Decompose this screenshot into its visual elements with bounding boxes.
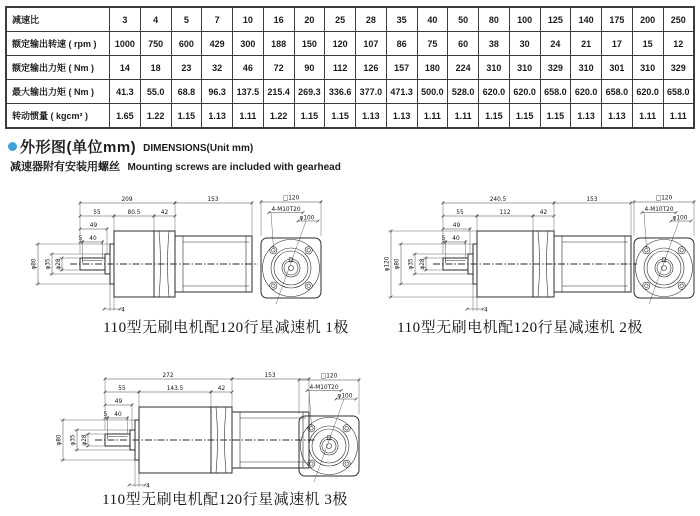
spec-cell: 86 (386, 32, 417, 56)
spec-cell: 68.8 (171, 80, 202, 104)
drawing1-outline (70, 231, 258, 297)
dim-shaft-length: 49 (452, 223, 461, 229)
dim-pilot-dia: φ80 (394, 258, 401, 270)
spec-cell: 75 (417, 32, 448, 56)
spec-cell: 1.11 (417, 104, 448, 129)
drawing2-side-view (383, 192, 639, 324)
flange3-outline (299, 416, 359, 476)
dim-front: 55 (456, 210, 464, 216)
spec-cell: 1.13 (356, 104, 387, 129)
flange-square-dim: □120 (282, 195, 300, 202)
spec-table-row (6, 7, 694, 32)
spec-cell: 500.0 (417, 80, 448, 104)
spec-cell: 7 (202, 7, 233, 32)
spec-cell: 137.5 (233, 80, 264, 104)
spec-cell: 40 (417, 7, 448, 32)
dim-key-length: 40 (114, 412, 122, 418)
spec-cell: 157 (386, 56, 417, 80)
flange-bolt-circle-label: φ100 (672, 215, 688, 222)
spec-cell: 126 (356, 56, 387, 80)
drawing3-dim-labels (57, 373, 276, 490)
spec-cell: 528.0 (448, 80, 479, 104)
spec-cell: 60 (448, 32, 479, 56)
flange-bolt-circle-label: φ100 (337, 393, 353, 400)
dim-shaft-length: 49 (114, 399, 123, 405)
spec-cell: 107 (356, 32, 387, 56)
dim-body: 143.5 (166, 386, 184, 392)
dim-shaft-dia: φ28 (82, 434, 88, 446)
spec-cell: 38 (479, 32, 510, 56)
spec-cell: 24 (540, 32, 571, 56)
row-header: 额定输出转速 ( rpm ) (6, 32, 110, 56)
flange2-outline (634, 238, 694, 298)
spec-table-body (6, 7, 694, 128)
dim-adapter: 42 (539, 210, 548, 216)
flange-screws-label: 4-M10T20 (644, 207, 674, 213)
spec-cell: 5 (171, 7, 202, 32)
spec-cell: 310 (479, 56, 510, 80)
spec-cell: 72 (263, 56, 294, 80)
spec-cell: 1.15 (325, 104, 356, 129)
drawing2-dim-labels (385, 197, 598, 314)
spec-cell: 35 (386, 7, 417, 32)
dim-front: 55 (93, 210, 101, 216)
spec-cell: 14 (110, 56, 141, 80)
spec-cell: 1.15 (540, 104, 571, 129)
spec-cell: 658.0 (602, 80, 633, 104)
spec-cell: 1.13 (202, 104, 233, 129)
drawing1-dimension-lines (37, 202, 254, 311)
spec-cell: 336.6 (325, 80, 356, 104)
drawing3-caption: 110型无刷电机配120行星减速机 3极 (102, 492, 348, 508)
dim-total: 209 (121, 197, 133, 203)
bullet-icon (8, 142, 17, 151)
spec-cell: 21 (571, 32, 602, 56)
dim-shaft-dia: φ28 (56, 258, 62, 270)
spec-cell: 30 (509, 32, 540, 56)
spec-cell: 4 (140, 7, 171, 32)
spec-cell: 329 (540, 56, 571, 80)
drawing1-side-view (20, 192, 260, 324)
spec-cell: 12 (663, 32, 694, 56)
drawing2-dimension-lines (390, 202, 633, 311)
drawing2-outline (433, 231, 637, 297)
drawing2-flange-view (629, 192, 699, 310)
spec-cell: 17 (602, 32, 633, 56)
dim-flange-thickness: 4 (121, 307, 125, 314)
spec-cell: 120 (325, 32, 356, 56)
dim-key-offset: 5 (441, 236, 446, 242)
spec-cell: 1.15 (171, 104, 202, 129)
dim-shaft-length: 49 (89, 223, 98, 229)
dim-pilot-dia: φ80 (31, 258, 38, 270)
spec-table (5, 6, 695, 129)
dim-key-offset: 5 (103, 412, 108, 418)
spec-cell: 180 (417, 56, 448, 80)
dim-key-offset: 5 (78, 236, 83, 242)
drawing3-outline (95, 407, 315, 473)
drawing3-side-view (45, 368, 317, 500)
spec-cell: 80 (479, 7, 510, 32)
flange-square-dim: □120 (655, 195, 673, 202)
dim-total: 272 (162, 373, 174, 379)
spec-cell: 140 (571, 7, 602, 32)
drawing2-caption: 110型无刷电机配120行星减速机 2极 (397, 320, 643, 336)
spec-table-row (6, 32, 694, 56)
dim-collar-dia: φ35 (45, 258, 52, 270)
spec-cell: 46 (233, 56, 264, 80)
spec-cell: 28 (356, 7, 387, 32)
spec-cell: 188 (263, 32, 294, 56)
row-header: 减速比 (6, 7, 110, 32)
dim-collar-dia: φ35 (408, 258, 415, 270)
flange-screws-label: 4-M10T20 (271, 207, 301, 213)
drawing3-dimension-lines (62, 378, 311, 487)
drawing1-caption: 110型无刷电机配120行星减速机 1极 (103, 320, 349, 336)
drawing1-extension-lines (35, 201, 252, 311)
dim-total: 240.5 (489, 197, 507, 203)
row-header: 额定输出力矩 ( Nm ) (6, 56, 110, 80)
section-note (10, 157, 341, 175)
dim-flange-thickness: 4 (484, 307, 488, 314)
spec-table-row (6, 56, 694, 80)
spec-cell: 310 (509, 56, 540, 80)
drawing3-extension-lines (60, 377, 309, 487)
spec-cell: 3 (110, 7, 141, 32)
dim-pilot-dia: φ80 (56, 434, 63, 446)
flange1-outline (261, 238, 321, 298)
section-title-en: DIMENSIONS(Unit mm) (143, 142, 254, 154)
section-title-cn: 外形图(单位mm) (20, 139, 137, 156)
section-header (8, 136, 253, 157)
spec-cell: 1.11 (448, 104, 479, 129)
dim-motor: 153 (264, 373, 276, 379)
spec-cell: 750 (140, 32, 171, 56)
spec-cell: 1.13 (386, 104, 417, 129)
spec-cell: 250 (663, 7, 694, 32)
spec-cell: 310 (571, 56, 602, 80)
spec-cell: 32 (202, 56, 233, 80)
spec-cell: 1.15 (479, 104, 510, 129)
dim-body: 80.5 (127, 210, 141, 216)
spec-cell: 471.3 (386, 80, 417, 104)
spec-cell: 15 (632, 32, 663, 56)
spec-cell: 18 (140, 56, 171, 80)
spec-cell: 310 (632, 56, 663, 80)
spec-cell: 620.0 (571, 80, 602, 104)
spec-cell: 329 (663, 56, 694, 80)
spec-cell: 41.3 (110, 80, 141, 104)
dim-adapter: 42 (217, 386, 226, 392)
spec-cell: 269.3 (294, 80, 325, 104)
dim-motor: 153 (207, 197, 219, 203)
spec-table-row (6, 104, 694, 129)
dim-front: 55 (118, 386, 126, 392)
spec-cell: 1.65 (110, 104, 141, 129)
spec-cell: 620.0 (509, 80, 540, 104)
spec-cell: 1.22 (263, 104, 294, 129)
flange-bolt-circle-label: φ100 (299, 215, 315, 222)
spec-cell: 429 (202, 32, 233, 56)
row-header: 转动惯量 ( kgcm² ) (6, 104, 110, 129)
spec-cell: 175 (602, 7, 633, 32)
dim-adapter: 42 (160, 210, 169, 216)
spec-cell: 658.0 (540, 80, 571, 104)
spec-cell: 620.0 (479, 80, 510, 104)
dim-motor: 153 (586, 197, 598, 203)
spec-cell: 23 (171, 56, 202, 80)
spec-cell: 620.0 (632, 80, 663, 104)
dim-key-length: 40 (89, 236, 97, 242)
spec-cell: 150 (294, 32, 325, 56)
spec-cell: 1.15 (509, 104, 540, 129)
row-header: 最大输出力矩 ( Nm ) (6, 80, 110, 104)
note-en: Mounting screws are included with gearhead (127, 162, 341, 173)
spec-cell: 300 (233, 32, 264, 56)
dim-flange-thickness: 4 (146, 483, 150, 490)
note-cn: 减速器附有安装用螺丝 (10, 161, 120, 173)
spec-cell: 1.11 (632, 104, 663, 129)
flange-screws-label: 4-M10T20 (309, 385, 339, 391)
spec-cell: 96.3 (202, 80, 233, 104)
spec-cell: 112 (325, 56, 356, 80)
dim-shaft-dia: φ28 (420, 258, 426, 270)
spec-cell: 20 (294, 7, 325, 32)
spec-cell: 600 (171, 32, 202, 56)
spec-cell: 50 (448, 7, 479, 32)
spec-cell: 215.4 (263, 80, 294, 104)
spec-cell: 1000 (110, 32, 141, 56)
spec-cell: 125 (540, 7, 571, 32)
spec-cell: 1.13 (571, 104, 602, 129)
spec-cell: 377.0 (356, 80, 387, 104)
dim-frame-dia: φ120 (384, 256, 391, 272)
spec-cell: 100 (509, 7, 540, 32)
spec-cell: 1.15 (294, 104, 325, 129)
drawing3-flange-view (294, 370, 364, 488)
spec-cell: 55.0 (140, 80, 171, 104)
spec-cell: 1.11 (663, 104, 694, 129)
spec-cell: 16 (263, 7, 294, 32)
drawing2-extension-lines (388, 201, 631, 311)
spec-cell: 25 (325, 7, 356, 32)
spec-cell: 224 (448, 56, 479, 80)
dim-body: 112 (499, 210, 511, 216)
drawing1-flange-view (256, 192, 326, 310)
dim-collar-dia: φ35 (70, 434, 77, 446)
spec-cell: 10 (233, 7, 264, 32)
spec-cell: 1.22 (140, 104, 171, 129)
spec-cell: 1.11 (233, 104, 264, 129)
spec-cell: 1.13 (602, 104, 633, 129)
spec-cell: 90 (294, 56, 325, 80)
spec-cell: 658.0 (663, 80, 694, 104)
spec-cell: 200 (632, 7, 663, 32)
flange-square-dim: □120 (320, 373, 338, 380)
drawing1-dim-labels (32, 197, 219, 314)
spec-table-row (6, 80, 694, 104)
spec-cell: 301 (602, 56, 633, 80)
dim-key-length: 40 (452, 236, 460, 242)
